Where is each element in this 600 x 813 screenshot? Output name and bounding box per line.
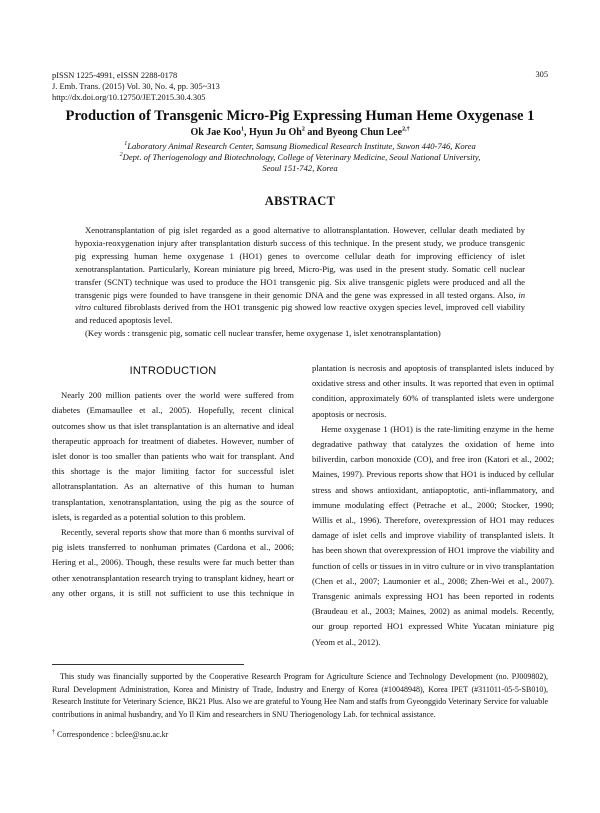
intro-paragraph-3: Heme oxygenase 1 (HO1) is the rate-limiting enzyme in the heme degradative pathway that catalyzes the oxidation of heme into biliverdin, carbon monoxide (CO), and free iron (Katori et al., 2002; Maines, 1997). Previous reports show that HO1 is induced by cellular stress and shows antioxidant, antiapoptotic, anti-inflammatory, and immune modulating effect (Petrache et al., 2000; Stocker, 1990; Willis et al., 1996). Therefore, overexpression of HO1 may reduces damage of islet cells and improve viability of transplanted islets. It has been shown that overexpression of HO1 improve the viability and function of cells or tissues in in vitro culture or in vivo transplantation (Chen et al., 2007; Laumonier et al., 2008; Zhen-Wei et al., 2007). Transgenic animals expressing HO1 has been reported in rodents (Braudeau et al., 2003; Maines, 2002) as animal models. Recently, our group reported HO1 expressed White Yucatan miniature pig (Yeom et al., 2012). [312, 423, 554, 647]
affiliation-text: Dept. of Theriogenology and Biotechnology, College of Veterinary Medicine, Seoul National University, [122, 152, 481, 162]
right-column [312, 361, 554, 650]
author-name: Hyun Ju Oh [249, 127, 302, 138]
author-separator: and [304, 127, 326, 138]
affiliation-2 [40, 152, 560, 163]
author-name: Byeong Chun Lee [325, 127, 403, 138]
affiliation-marker: 1 [124, 141, 128, 148]
intro-paragraph-1: Nearly 200 million patients over the world were suffered from diabetes (Emamaullee et al., 2005). Hopefully, recent clinical outcomes show us that islet transplantation is an alternative and ideal therapeutic approach for treatment of diabetes. However, number of islet donor is too smaller than patients who wait for transplant. And this shortage is the major limiting factor for successful islet allotransplantation. As an alternative of this human to human transplantation, xenotransplantation, using the pig as the source of islets, is regarded as a potential solution to this problem. [52, 390, 294, 522]
keywords: (Key words : transgenic pig, somatic cell nuclear transfer, heme oxygenase 1, islet xenotransplantation) [85, 328, 441, 338]
issn-line: pISSN 1225-4991, eISSN 2288-0178 [52, 71, 178, 80]
abstract-text: Xenotransplantation of pig islet regarded as a good alternative to allotransplantation. However, cellular death mediated by hypoxia-reoxygenation injury after transplantation disturb success of this technique. In the present study, we produce transgenic pig expressing human heme oxygenase 1 (HO1) genes to overcome cellular death for improving efficiency of islet xenotransplantation. Particularly, Korean miniature pig breed, Micro-Pig, was used in the present study. Somatic cell nuclear transfer (SCNT) technique was used to produce the HO1 transgenic pig. Six alive transgenic piglets were produced and all the transgenic pigs were founded to have transgene in their genomic DNA and the gene was expressed in all tested organs. Also, [75, 225, 525, 300]
left-column [52, 364, 294, 602]
abstract-body [75, 224, 525, 327]
author-separator: , [244, 127, 249, 138]
journal-header [52, 70, 220, 103]
correspondence-footnote [52, 730, 168, 739]
introduction-heading: INTRODUCTION [129, 365, 217, 377]
affiliations [40, 141, 560, 174]
affiliation-marker: 1 [241, 126, 244, 133]
abstract-italic: in vitro [75, 289, 525, 313]
correspondence-text: Correspondence : bclee@snu.ac.kr [57, 730, 169, 739]
affiliation-marker: 2,† [402, 126, 410, 133]
affiliation-marker: 2 [301, 126, 305, 133]
abstract-text: cultured fibroblasts derived from the HO1 transgenic pig showed low reactive oxygen species level, improved cell viability and reduced apoptosis level. [75, 302, 525, 326]
affiliation-1 [40, 141, 560, 152]
author-name: Ok Jae Koo [190, 127, 241, 138]
intro-paragraph-2: Recently, several reports show that more than 6 months survival of pig islets transferred to nonhuman primates (Cardona et al., 2006; Hering et al., 2006). Though, these results were far much better than other xenotransplantation research trying to transplant kidney, heart or any other organs, it is still not sufficient to use this technique in [52, 527, 294, 598]
dagger-marker: † [52, 729, 55, 736]
abstract-heading: ABSTRACT [264, 194, 336, 208]
paper-title: Production of Transgenic Micro-Pig Expressing Human Heme Oxygenase 1 [65, 108, 535, 124]
funding-footnote: This study was financially supported by the Cooperative Research Program for Agriculture Science and Technology Development (no. PJ009802), Rural Development Administration, Korea and Ministry of Trade, Industry and Energy of Korea (#10048948), Korea IPET (#311011-05-5-SB010), Research Institute for Veterinary Science, BK21 Plus. Also we are grateful to Young Hee Nam and staffs from Gyeonggido Veterinary Service for valuable contributions in animal husbandry, and Yo Il Kim and researchers in SNU Theriogenology Lab. for technical assistance. [52, 672, 548, 720]
doi-link[interactable]: http://dx.doi.org/10.12750/JET.2015.30.4.305 [52, 93, 206, 102]
affiliation-text: Laboratory Animal Research Center, Samsung Biomedical Research Institute, Suwon 440-746, Korea [127, 141, 476, 151]
journal-citation: J. Emb. Trans. (2015) Vol. 30, No. 4, pp. 305~313 [52, 82, 220, 91]
affiliation-marker: 2 [119, 152, 123, 159]
author-list [40, 127, 560, 138]
affiliation-2-line2: Seoul 151-742, Korea [262, 163, 338, 173]
footnote-divider [52, 664, 244, 665]
intro-paragraph-2-continued: plantation is necrosis and apoptosis of transplanted islets induced by oxidative stress and other insults. It was reported that even in optimal condition, approximately 60% of transplanted islets were undergone apoptosis or necrosis. [312, 363, 554, 419]
page-number: 305 [535, 70, 548, 79]
